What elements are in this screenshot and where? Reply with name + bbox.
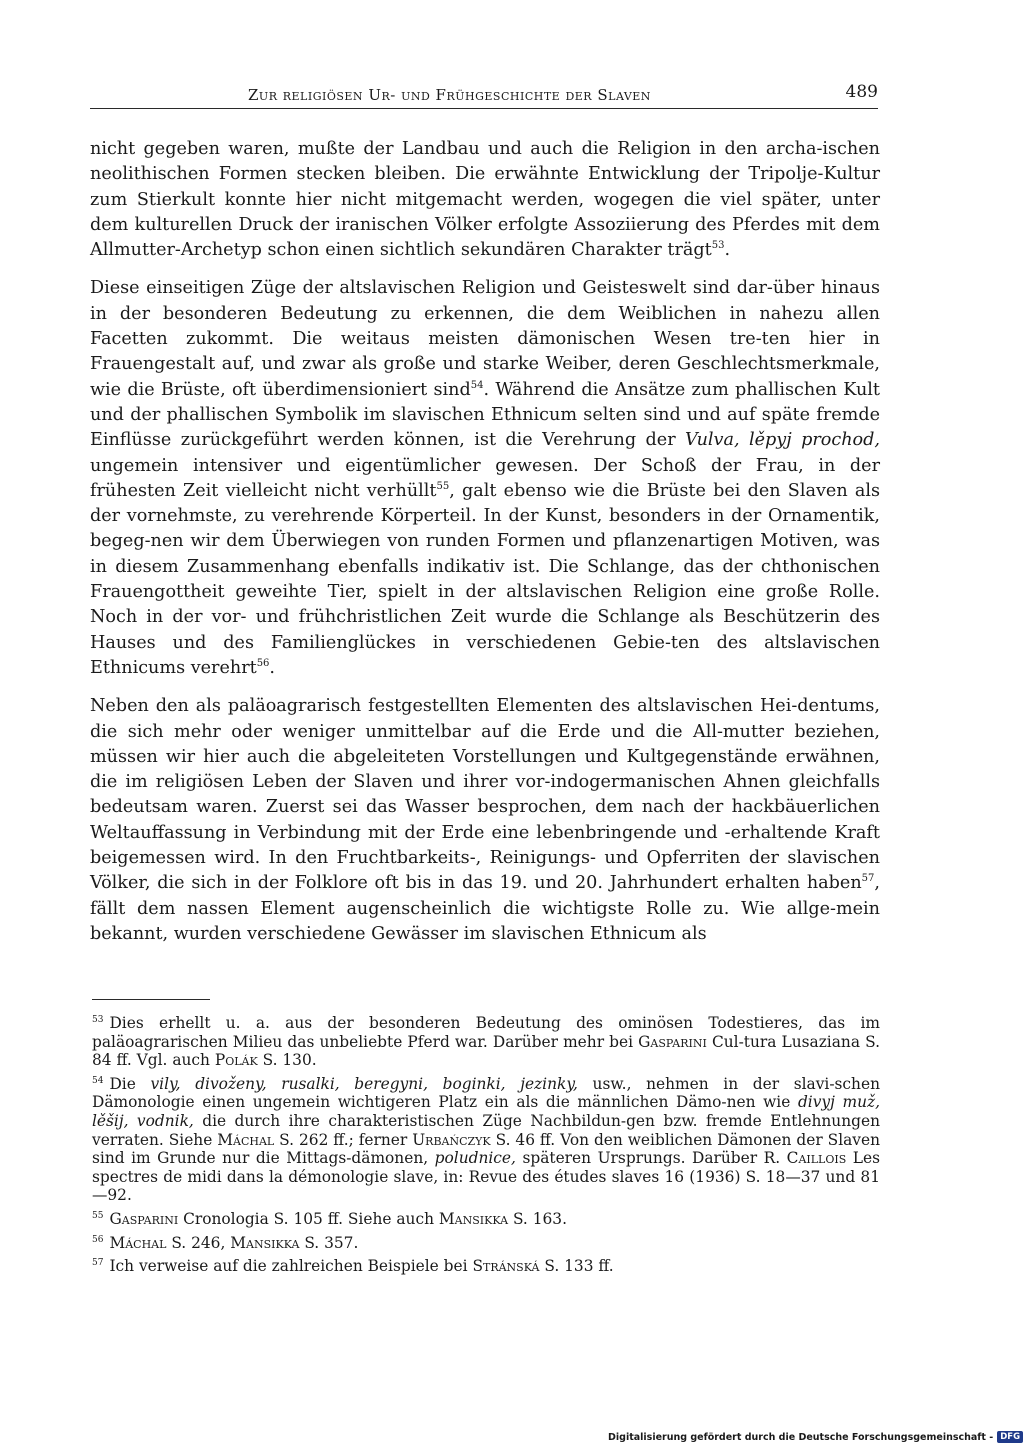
footnote-text: Dies erhellt u. a. aus der besonderen Bedeutung des ominösen Todestieres, das im paläoagrarischen Milieu das unbeliebte Pferd war. Darüber mehr bei Gasparini Cul-tura Lusaziana S. 84 ff. Vgl. auch Polák S. 130. <box>92 1014 880 1070</box>
footnote-number: 56 <box>92 1234 104 1245</box>
digitization-credit <box>608 1430 1023 1444</box>
footnotes <box>92 1014 880 1281</box>
page-number: 489 <box>845 82 878 102</box>
paragraph-2: Diese einseitigen Züge der altslavischen Religion und Geisteswelt sind dar-über hinaus in der besonderen Bedeutung zu erkennen, die dem Weiblichen in nahezu allen Facetten zukommt. Die weitaus meisten dämonischen Wesen tre-ten hier in Frauengestalt auf, und zwar als große und starke Weiber, deren Geschlechtsmerkmale, wie die Brüste, oft überdimensioniert sind$^{54}$. Während die Ansätze zum phallischen Kult und der phallischen Symbolik im slavischen Ethnicum selten sind und auf späte fremde Einflüsse zurückgeführt werden können, ist die Verehrung der Vulva, lěpyj prochod, ungemein intensiver und eigentümlicher gewesen. Der Schoß der Frau, in der frühesten Zeit vielleicht nicht verhüllt$^{55}$, galt ebenso wie die Brüste bei den Slaven als der vornehmste, zu verehrende Körperteil. In der Kunst, besonders in der Ornamentik, begeg-nen wir dem Überwiegen von runden Formen und pflanzenartigen Motiven, was in diesem Zusammenhang ebenfalls indikativ ist. Die Schlange, das der chthonischen Frauengottheit geweihte Tier, spielt in der altslavischen Religion eine große Rolle. Noch in der vor- und frühchristlichen Zeit wurde die Schlange als Beschützerin des Hauses und des Familienglückes in verschiedenen Gebie-ten des altslavischen Ethnicums verehrt$^{56}$. <box>90 278 881 678</box>
paragraph-1: nicht gegeben waren, mußte der Landbau und auch die Religion in den archa-ischen neolithischen Formen stecken bleiben. Die erwähnte Entwicklung der Tripolje-Kultur zum Stierkult konnte hier nicht mitgemacht werden, wogegen die viel später, unter dem kulturellen Druck der iranischen Völker erfolgte Assoziierung des Pferdes mit dem Allmutter-Archetyp schon einen sichtlich sekundären Charakter trägt$^{53}$. <box>90 139 880 261</box>
dfg-logo: DFG <box>997 1431 1023 1443</box>
footnote-56 <box>92 1234 880 1253</box>
running-title: Zur religiösen Ur- und Frühgeschichte der Slaven <box>248 86 651 104</box>
footnote-number: 53 <box>92 1015 104 1025</box>
footnote-number: 54 <box>92 1075 104 1086</box>
footnote-text: Gasparini Cronologia S. 105 ff. Siehe auch Mansikka S. 163. <box>109 1209 567 1228</box>
footnote-text: Ich verweise auf die zahlreichen Beispiele bei Stránská S. 133 ff. <box>109 1257 614 1276</box>
footnote-number: 57 <box>92 1258 104 1269</box>
footnote-57 <box>92 1257 880 1276</box>
footnote-53 <box>92 1014 880 1070</box>
footnote-number: 55 <box>92 1210 104 1221</box>
footnote-55 <box>92 1210 880 1229</box>
footnote-divider <box>92 999 210 1000</box>
footnote-54 <box>92 1075 880 1205</box>
running-header <box>90 82 878 109</box>
credit-text: Digitalisierung gefördert durch die Deutsche Forschungsgemeinschaft - <box>608 1431 994 1443</box>
body-text <box>90 137 880 947</box>
footnote-text: Die vily, divoženy, rusalki, beregyni, boginki, jezinky, usw., nehmen in der slavi-schen Dämonologie einen ungemein wichtigeren Platz ein als die männlichen Dämo-nen wie divyj muž, lěšij, vodnik, die durch ihre charakteristischen Züge Nachbildun-gen bzw. fremde Entlehnungen verraten. Siehe Máchal S. 262 ff.; ferner Urbańczyk S. 46 ff. Von den weiblichen Dämonen der Slaven sind im Grunde nur die Mittags-dämonen, poludnice, späteren Ursprungs. Darüber R. Caillois Les spectres de midi dans la démonologie slave, in: Revue des études slaves 16 (1936) S. 18—37 und 81—92. <box>92 1074 881 1205</box>
footnote-text: Máchal S. 246, Mansikka S. 357. <box>109 1233 359 1252</box>
paragraph-3: Neben den als paläoagrarisch festgestellten Elementen des altslavischen Hei-dentums, die sich mehr oder weniger unmittelbar auf die Erde und die All-mutter beziehen, müssen wir hier auch die abgeleiteten Vorstellungen und Kultgegenstände erwähnen, die im religiösen Leben der Slaven und ihrer vor-indogermanischen Ahnen gleichfalls bedeutsam waren. Zuerst sei das Wasser besprochen, dem nach der hackbäuerlichen Weltauffassung in Verbindung mit der Erde eine lebenbringende und -erhaltende Kraft beigemessen wird. In den Fruchtbarkeits-, Reinigungs- und Opferriten der slavischen Völker, die sich in der Folklore oft bis in das 19. und 20. Jahrhundert erhalten haben$^{57}$, fällt dem nassen Element augenscheinlich die wichtigste Rolle zu. Wie allge-mein bekannt, wurden verschiedene Gewässer im slavischen Ethnicum als <box>90 696 880 944</box>
